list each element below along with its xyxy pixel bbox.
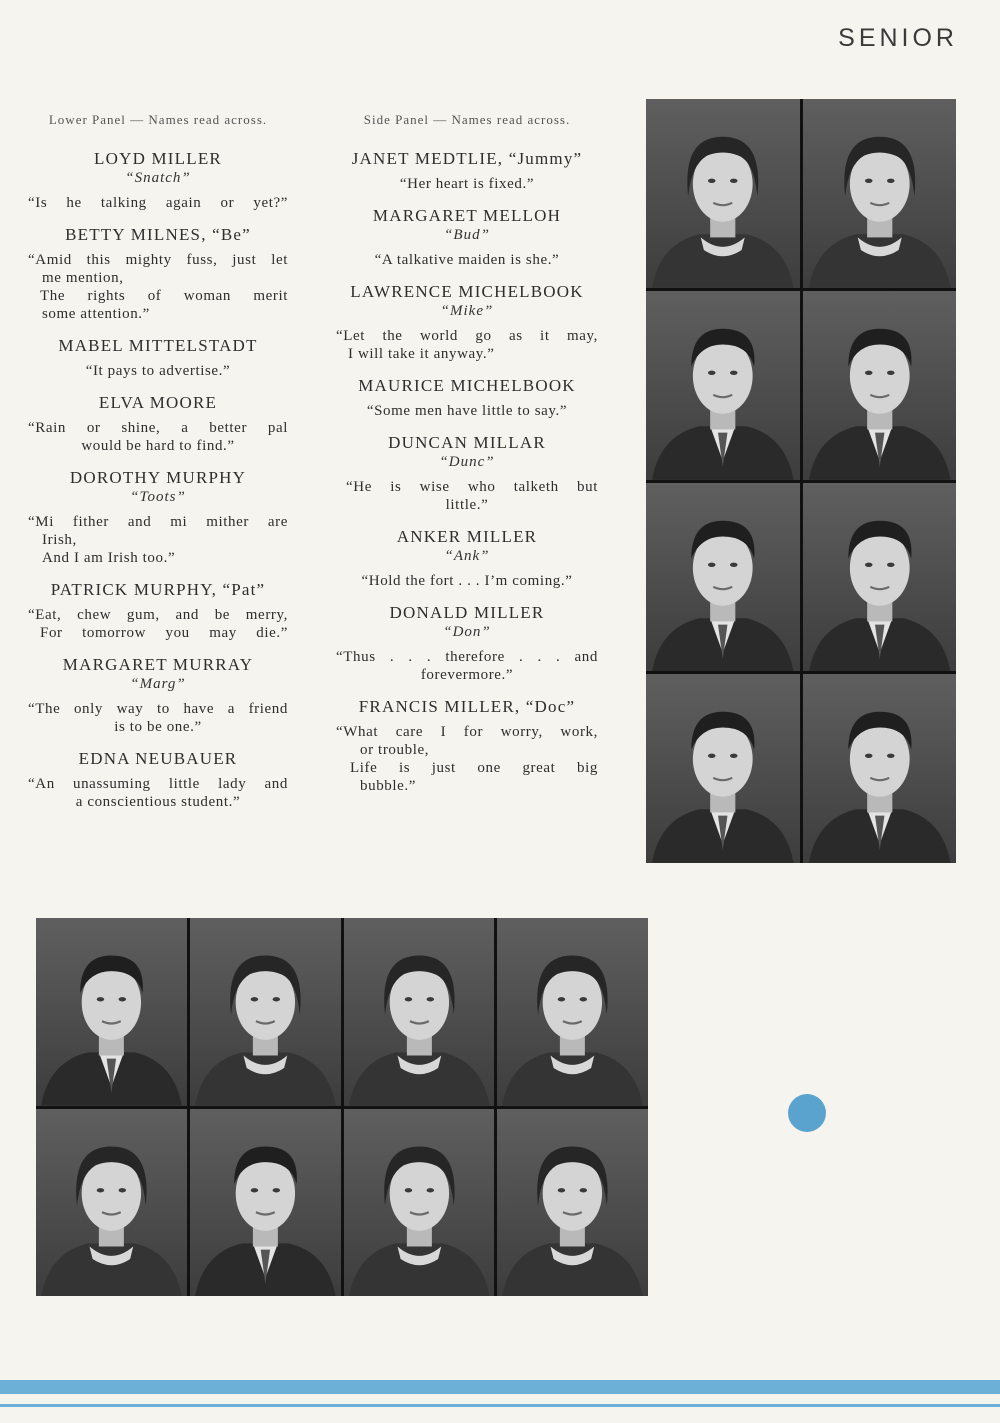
- quote-line: me mention,: [42, 270, 124, 286]
- senior-portrait-photo: [646, 674, 800, 863]
- senior-portrait-photo: [803, 674, 957, 863]
- portrait-silhouette: [646, 99, 800, 288]
- student-quote: [28, 251, 288, 323]
- quote-line: “An unassuming little lady and: [28, 776, 288, 792]
- quote-line: “Let the world go as it may,: [336, 328, 598, 344]
- senior-portrait-photo: [36, 918, 187, 1106]
- quote-line: “What care I for worry, work,: [336, 724, 598, 740]
- page-section-title: SENIOR: [838, 24, 958, 52]
- student-name: PATRICK MURPHY, “Pat”: [50, 580, 266, 599]
- student-name: FRANCIS MILLER, “Doc”: [358, 697, 576, 716]
- senior-portrait-photo: [497, 1109, 648, 1297]
- senior-portrait-photo: [646, 483, 800, 672]
- quote-line: “Amid this mighty fuss, just let: [28, 252, 288, 268]
- quote-line: Life is just one great big: [350, 760, 598, 776]
- portrait-silhouette: [190, 918, 341, 1106]
- senior-entry: [336, 526, 598, 590]
- portrait-silhouette: [190, 1109, 341, 1297]
- quote-line: forevermore.”: [420, 667, 514, 683]
- student-quote: [28, 775, 288, 811]
- student-quote: [336, 648, 598, 684]
- senior-entry: [28, 748, 288, 811]
- student-name: EDNA NEUBAUER: [78, 749, 238, 768]
- senior-entry: [336, 602, 598, 684]
- senior-entry: [336, 148, 598, 193]
- bottom-border-line: [0, 1404, 1000, 1407]
- portrait-silhouette: [646, 674, 800, 863]
- senior-portrait-photo: [803, 291, 957, 480]
- senior-entry: [28, 148, 288, 212]
- student-nickname: “Marg”: [130, 676, 186, 692]
- senior-entry: [28, 224, 288, 323]
- senior-entry: [28, 579, 288, 642]
- student-nickname: “Don”: [443, 624, 491, 640]
- senior-entry: [28, 335, 288, 380]
- quote-line: For tomorrow you may die.”: [40, 625, 288, 641]
- senior-portrait-photo: [646, 291, 800, 480]
- quote-line: a conscientious student.”: [75, 794, 241, 810]
- student-name: DONALD MILLER: [389, 603, 545, 622]
- student-name: MARGARET MURRAY: [62, 655, 254, 674]
- senior-entry: [336, 432, 598, 514]
- student-name: ELVA MOORE: [98, 393, 218, 412]
- senior-entry: [336, 205, 598, 269]
- senior-entry: [28, 392, 288, 455]
- quote-line: “A talkative maiden is she.”: [374, 252, 560, 268]
- senior-entry: [336, 281, 598, 363]
- student-quote: [336, 402, 598, 420]
- portrait-silhouette: [646, 291, 800, 480]
- student-quote: [28, 513, 288, 567]
- student-nickname: “Snatch”: [125, 170, 191, 186]
- student-name: DUNCAN MILLAR: [388, 433, 546, 452]
- lower-panel-note: Lower Panel — Names read across.: [48, 112, 268, 127]
- senior-portrait-photo: [344, 918, 495, 1106]
- student-name: DOROTHY MURPHY: [69, 468, 247, 487]
- senior-portrait-photo: [646, 99, 800, 288]
- student-name: BETTY MILNES, “Be”: [65, 225, 251, 244]
- student-quote: [28, 606, 288, 642]
- quote-line: “Eat, chew gum, and be merry,: [28, 607, 288, 623]
- quote-line: bubble.”: [360, 778, 417, 794]
- quote-line: “Thus . . . therefore . . . and: [336, 649, 598, 665]
- student-name: LAWRENCE MICHELBOOK: [350, 282, 584, 301]
- senior-entry: [28, 654, 288, 736]
- student-quote: [28, 362, 288, 380]
- decorative-blue-dot: [788, 1094, 826, 1132]
- portrait-silhouette: [803, 99, 957, 288]
- portrait-silhouette: [344, 918, 495, 1106]
- lower-photo-panel: [36, 918, 648, 1296]
- quote-line: is to be one.”: [114, 719, 202, 735]
- student-nickname: “Ank”: [444, 548, 490, 564]
- quote-line: Irish,: [42, 532, 77, 548]
- quote-line: “Hold the fort . . . I’m coming.”: [361, 573, 573, 589]
- side-panel-note: Side Panel — Names read across.: [363, 112, 571, 127]
- student-quote: [28, 700, 288, 736]
- quote-line: some attention.”: [42, 306, 150, 322]
- senior-entry: [28, 467, 288, 567]
- portrait-silhouette: [36, 1109, 187, 1297]
- side-panel-captions: [336, 112, 598, 807]
- student-name: LOYD MILLER: [94, 149, 222, 168]
- student-quote: [336, 251, 598, 269]
- student-name: MARGARET MELLOH: [372, 206, 562, 225]
- quote-line: “Mi fither and mi mither are: [28, 514, 288, 530]
- senior-portrait-photo: [190, 918, 341, 1106]
- student-quote: [336, 175, 598, 193]
- quote-line: The rights of woman merit: [40, 288, 288, 304]
- student-quote: [336, 478, 598, 514]
- portrait-silhouette: [646, 483, 800, 672]
- student-quote: [336, 723, 598, 795]
- senior-portrait-photo: [344, 1109, 495, 1297]
- quote-line: “He is wise who talketh but: [346, 479, 598, 495]
- quote-line: would be hard to find.”: [81, 438, 235, 454]
- student-quote: [336, 327, 598, 363]
- portrait-silhouette: [803, 483, 957, 672]
- portrait-silhouette: [497, 1109, 648, 1297]
- quote-line: “Some men have little to say.”: [366, 403, 568, 419]
- student-nickname: “Dunc”: [439, 454, 495, 470]
- portrait-silhouette: [803, 291, 957, 480]
- side-photo-panel: [646, 99, 956, 863]
- quote-line: or trouble,: [360, 742, 430, 758]
- senior-portrait-photo: [36, 1109, 187, 1297]
- quote-line: “Rain or shine, a better pal: [28, 420, 288, 436]
- student-name: ANKER MILLER: [396, 527, 538, 546]
- student-nickname: “Mike”: [440, 303, 494, 319]
- student-quote: [28, 419, 288, 455]
- lower-panel-captions: [28, 112, 288, 823]
- senior-entry: [336, 375, 598, 420]
- student-nickname: “Toots”: [130, 489, 186, 505]
- quote-line: “It pays to advertise.”: [85, 363, 231, 379]
- portrait-silhouette: [803, 674, 957, 863]
- senior-portrait-photo: [190, 1109, 341, 1297]
- portrait-silhouette: [344, 1109, 495, 1297]
- bottom-border-band: [0, 1380, 1000, 1394]
- senior-entry: [336, 696, 598, 795]
- portrait-silhouette: [497, 918, 648, 1106]
- senior-portrait-photo: [497, 918, 648, 1106]
- quote-line: little.”: [445, 497, 489, 513]
- quote-line: “The only way to have a friend: [28, 701, 288, 717]
- quote-line: “Her heart is fixed.”: [399, 176, 535, 192]
- student-name: MAURICE MICHELBOOK: [358, 376, 576, 395]
- senior-portrait-photo: [803, 483, 957, 672]
- quote-line: And I am Irish too.”: [42, 550, 176, 566]
- student-quote: [336, 572, 598, 590]
- student-nickname: “Bud”: [444, 227, 490, 243]
- portrait-silhouette: [36, 918, 187, 1106]
- senior-portrait-photo: [803, 99, 957, 288]
- student-name: MABEL MITTELSTADT: [58, 336, 258, 355]
- quote-line: I will take it anyway.”: [348, 346, 495, 362]
- student-name: JANET MEDTLIE, “Jummy”: [351, 149, 583, 168]
- quote-line: “Is he talking again or yet?”: [28, 195, 288, 211]
- student-quote: [28, 194, 288, 212]
